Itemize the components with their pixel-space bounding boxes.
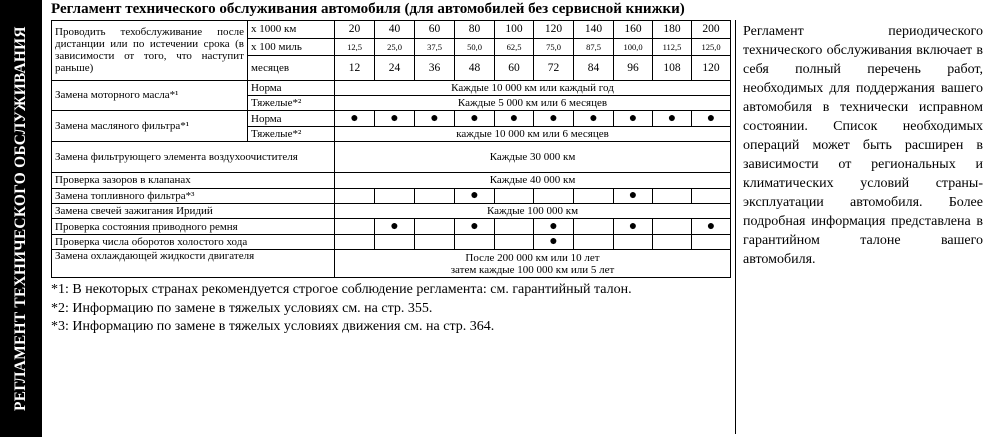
side-info-paragraph: Регламент периодического технического обслуживания включает в себя полный перечень работ, необходимых для поддержания вашего автомобиля в технически исправном состоянии. Список необходимых операций может быть расширен в зависимости от региональных и климатических условий страны-эксплуатации автомобиля. Более подробная информация представлена в гарантийном талоне вашего автомобиля.	[743, 24, 983, 267]
interval-value: 108	[653, 56, 692, 80]
interval-cell	[415, 111, 455, 126]
interval-value: 112,5	[653, 38, 692, 56]
interval-text: Каждые 40 000 км	[335, 173, 731, 188]
interval-cell	[574, 111, 614, 126]
table-row	[52, 204, 731, 219]
check-bullet: ●	[628, 218, 638, 234]
interval-cell	[534, 188, 574, 203]
interval-cell	[415, 234, 455, 249]
table-row	[52, 250, 731, 278]
interval-cell	[614, 111, 653, 126]
check-bullet: ●	[470, 110, 479, 126]
interval-value: 40	[375, 21, 415, 39]
interval-cell	[495, 219, 534, 234]
footnotes	[51, 281, 731, 337]
operation-name: Замена свечей зажигания Иридий	[52, 204, 335, 219]
interval-cell	[375, 188, 415, 203]
interval-value: 36	[415, 56, 455, 80]
interval-cell	[495, 188, 534, 203]
interval-text: Каждые 30 000 км	[335, 142, 731, 173]
footnote: *1: В некоторых странах рекомендуется строгое соблюдение регламента: см. гарантийный талон.	[51, 282, 632, 297]
maintenance-table-area	[51, 20, 730, 278]
interval-value: 180	[653, 21, 692, 39]
interval-value: 100	[495, 21, 534, 39]
check-bullet: ●	[470, 218, 479, 234]
schedule-basis-label: Проводить техобслуживание после дистанции или по истечении срока (в зависимости от того, что наступит раньше)	[52, 21, 248, 81]
interval-cell	[614, 234, 653, 249]
interval-value: 96	[614, 56, 653, 80]
operation-name: Проверка числа оборотов холостого хода	[52, 234, 335, 249]
footnote: *3: Информацию по замене в тяжелых условиях движения см. на стр. 364.	[51, 319, 495, 334]
interval-text	[335, 250, 731, 278]
unit-label: месяцев	[248, 56, 335, 80]
interval-cell	[614, 188, 653, 203]
interval-text-line: затем каждые 100 000 км или 5 лет	[450, 263, 615, 276]
condition-label: Тяжелые*²	[248, 126, 335, 141]
unit-label: x 1000 км	[248, 21, 335, 39]
operation-name: Замена охлаждающей жидкости двигателя	[52, 250, 335, 278]
footnote: *2: Информацию по замене в тяжелых условиях см. на стр. 355.	[51, 300, 433, 316]
interval-cell	[335, 219, 375, 234]
header-row	[52, 21, 731, 39]
table-row	[52, 142, 731, 173]
interval-value: 50,0	[455, 38, 495, 56]
interval-value: 125,0	[692, 38, 731, 56]
interval-cell	[534, 219, 574, 234]
interval-cell	[653, 219, 692, 234]
unit-label: x 100 миль	[248, 38, 335, 56]
interval-value: 72	[534, 56, 574, 80]
interval-value: 160	[614, 21, 653, 39]
sidebar-section-title: РЕГЛАМЕНТ ТЕХНИЧЕСКОГО ОБСЛУЖИВАНИЯ	[12, 26, 29, 411]
check-bullet: ●	[706, 110, 716, 126]
operation-name: Проверка состояния приводного ремня	[52, 219, 335, 234]
operation-name: Замена фильтрующего элемента воздухоочистителя	[52, 142, 335, 173]
check-bullet: ●	[470, 188, 479, 203]
maintenance-schedule-table	[51, 20, 731, 278]
interval-cell	[415, 219, 455, 234]
interval-value: 24	[375, 56, 415, 80]
check-bullet: ●	[430, 110, 439, 126]
interval-cell	[335, 111, 375, 126]
interval-text-line: После 200 000 км или 10 лет	[465, 251, 600, 264]
interval-cell	[692, 111, 731, 126]
interval-value: 84	[574, 56, 614, 80]
interval-value: 200	[692, 21, 731, 39]
interval-value: 12,5	[335, 38, 375, 56]
interval-cell	[455, 111, 495, 126]
interval-cell	[455, 234, 495, 249]
table-row	[52, 80, 731, 95]
interval-text: Каждые 10 000 км или каждый год	[335, 80, 731, 95]
interval-value: 80	[455, 21, 495, 39]
interval-cell	[614, 219, 653, 234]
condition-label: Норма	[248, 80, 335, 95]
operation-name: Проверка зазоров в клапанах	[52, 173, 335, 188]
interval-cell	[415, 188, 455, 203]
interval-cell	[692, 234, 731, 249]
interval-cell	[495, 234, 534, 249]
operation-name: Замена масляного фильтра*¹	[52, 111, 248, 142]
interval-value: 140	[574, 21, 614, 39]
interval-cell	[574, 188, 614, 203]
interval-cell	[534, 111, 574, 126]
condition-label: Тяжелые*²	[248, 95, 335, 110]
interval-cell	[653, 188, 692, 203]
sidebar-band	[0, 0, 42, 437]
interval-text: каждые 10 000 км или 6 месяцев	[335, 126, 731, 141]
interval-cell	[574, 219, 614, 234]
check-bullet: ●	[589, 110, 598, 126]
check-bullet: ●	[706, 218, 716, 234]
interval-cell	[534, 234, 574, 249]
interval-value: 25,0	[375, 38, 415, 56]
table-row	[52, 219, 731, 234]
check-bullet: ●	[350, 110, 359, 126]
interval-cell	[653, 234, 692, 249]
interval-cell	[375, 219, 415, 234]
interval-cell	[335, 234, 375, 249]
interval-cell	[455, 188, 495, 203]
interval-cell	[692, 188, 731, 203]
check-bullet: ●	[667, 110, 677, 126]
interval-cell	[495, 111, 534, 126]
check-bullet: ●	[549, 110, 558, 126]
interval-cell	[692, 219, 731, 234]
interval-value: 100,0	[614, 38, 653, 56]
check-bullet: ●	[390, 110, 399, 126]
page-title: Регламент технического обслуживания автомобиля (для автомобилей без сервисной книжки)	[51, 1, 685, 17]
interval-value: 75,0	[534, 38, 574, 56]
interval-value: 60	[415, 21, 455, 39]
interval-text: Каждые 5 000 км или 6 месяцев	[335, 95, 731, 110]
interval-value: 120	[692, 56, 731, 80]
table-row	[52, 234, 731, 249]
interval-value: 60	[495, 56, 534, 80]
interval-value: 87,5	[574, 38, 614, 56]
operation-name: Замена моторного масла*¹	[52, 80, 248, 111]
interval-cell	[375, 234, 415, 249]
interval-value: 37,5	[415, 38, 455, 56]
interval-value: 62,5	[495, 38, 534, 56]
interval-cell	[375, 111, 415, 126]
operation-name: Замена топливного фильтра*³	[52, 188, 335, 203]
interval-cell	[335, 188, 375, 203]
table-row	[52, 111, 731, 126]
check-bullet: ●	[390, 218, 399, 234]
interval-value: 48	[455, 56, 495, 80]
table-row	[52, 173, 731, 188]
check-bullet: ●	[509, 110, 519, 126]
interval-text: Каждые 100 000 км	[335, 204, 731, 219]
check-bullet: ●	[549, 218, 558, 234]
interval-cell	[455, 219, 495, 234]
check-bullet: ●	[549, 234, 558, 250]
interval-value: 12	[335, 56, 375, 80]
interval-value: 120	[534, 21, 574, 39]
check-bullet: ●	[628, 188, 638, 203]
condition-label: Норма	[248, 111, 335, 126]
table-row	[52, 188, 731, 203]
interval-cell	[653, 111, 692, 126]
interval-cell	[574, 234, 614, 249]
column-divider	[735, 20, 736, 434]
interval-value: 20	[335, 21, 375, 39]
check-bullet: ●	[628, 110, 638, 126]
